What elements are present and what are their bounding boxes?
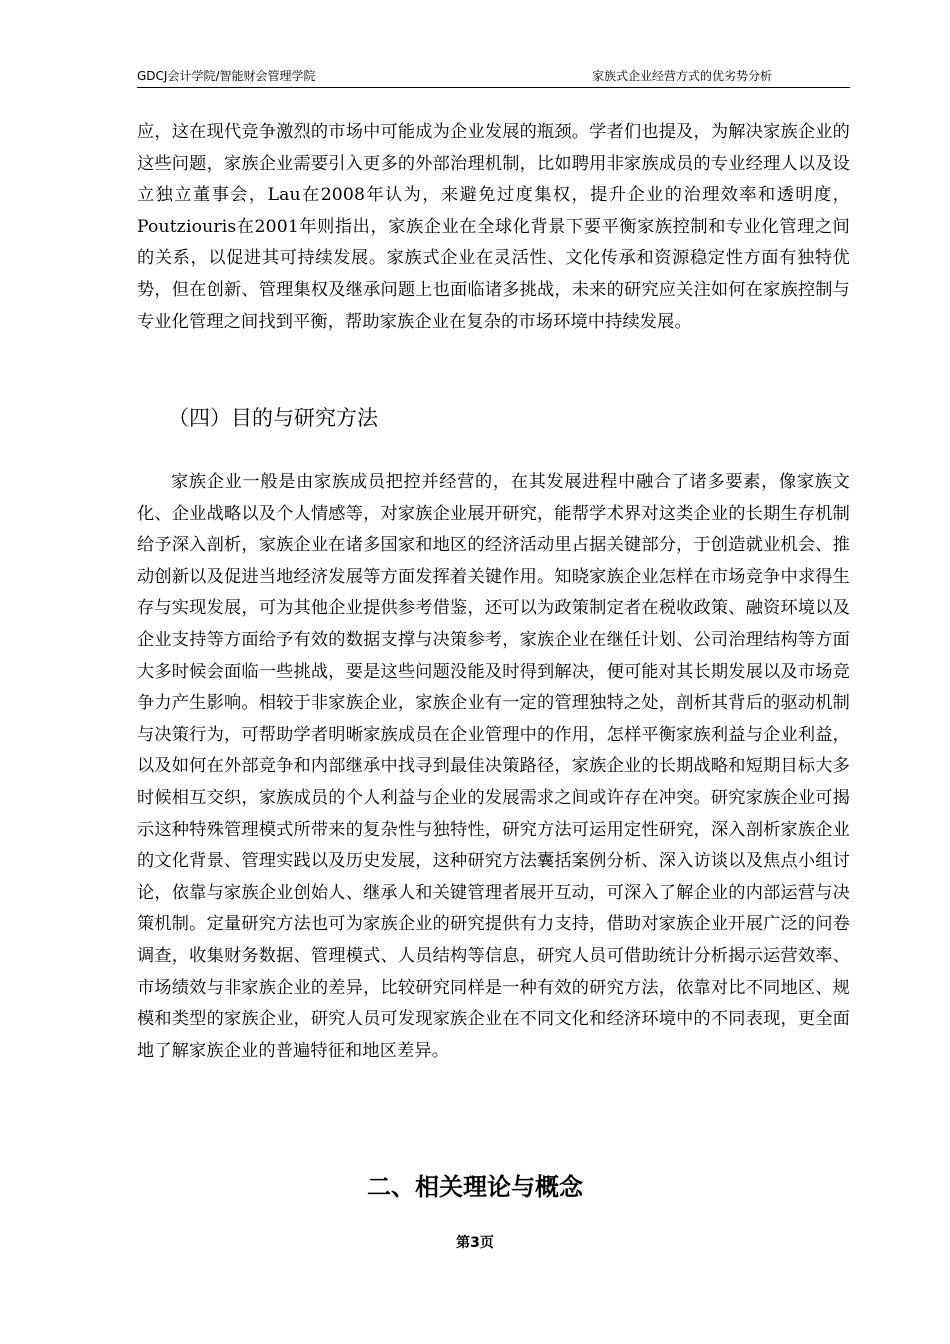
section-heading: （四）目的与研究方法	[168, 406, 378, 430]
header-institution: GDCJ会计学院/智能财会管理学院	[137, 69, 316, 83]
page-header	[137, 67, 850, 88]
page-number: 第3页	[456, 1235, 494, 1251]
body-paragraph-1: 应，这在现代竞争激烈的市场中可能成为企业发展的瓶颈。学者们也提及，为解决家族企业的这些问题，家族企业需要引入更多的外部治理机制，比如聘用非家族成员的专业经理人以及设立独立董事会，Lau在2008年认为，来避免过度集权，提升企业的治理效率和透明度，Poutziouris在2001年则指出，家族企业在全球化背景下要平衡家族控制和专业化管理之间的关系，以促进其可持续发展。家族式企业在灵活性、文化传承和资源稳定性方面有独特优势，但在创新、管理集权及继承问题上也面临诸多挑战，未来的研究应关注如何在家族控制与专业化管理之间找到平衡，帮助家族企业在复杂的市场环境中持续发展。	[137, 122, 850, 332]
body-paragraph-2: 家族企业一般是由家族成员把控并经营的，在其发展进程中融合了诸多要素，像家族文化、企业战略以及个人情感等，对家族企业展开研究，能帮学术界对这类企业的长期生存机制给予深入剖析，家族企业在诸多国家和地区的经济活动里占据关键部分，于创造就业机会、推动创新以及促进当地经济发展等方面发挥着关键作用。知晓家族企业怎样在市场竞争中求得生存与实现发展，可为其他企业提供参考借鉴，还可以为政策制定者在税收政策、融资环境以及企业支持等方面给予有效的数据支撑与决策参考，家族企业在继任计划、公司治理结构等方面大多时候会面临一些挑战，要是这些问题没能及时得到解决，便可能对其长期发展以及市场竞争力产生影响。相较于非家族企业，家族企业有一定的管理独特之处，剖析其背后的驱动机制与决策行为，可帮助学者明晰家族成员在企业管理中的作用，怎样平衡家族利益与企业利益，以及如何在外部竞争和内部继承中找寻到最佳决策路径，家族企业的长期战略和短期目标大多时候相互交织，家族成员的个人利益与企业的发展需求之间或许存在冲突。研究家族企业可揭示这种特殊管理模式所带来的复杂性与独特性，研究方法可运用定性研究，深入剖析家族企业的文化背景、管理实践以及历史发展，这种研究方法囊括案例分析、深入访谈以及焦点小组讨论，依靠与家族企业创始人、继承人和关键管理者展开互动，可深入了解企业的内部运营与决策机制。定量研究方法也可为家族企业的研究提供有力支持，借助对家族企业开展广泛的问卷调查，收集财务数据、管理模式、人员结构等信息，研究人员可借助统计分析揭示运营效率、市场绩效与非家族企业的差异，比较研究同样是一种有效的研究方法，依靠对比不同地区、规模和类型的家族企业，研究人员可发现家族企业在不同文化和经济环境中的不同表现，更全面地了解家族企业的普遍特征和地区差异。	[137, 472, 850, 1061]
header-document-title: 家族式企业经营方式的优劣势分析	[591, 69, 772, 83]
chapter-heading: 二、相关理论与概念	[367, 1173, 583, 1201]
